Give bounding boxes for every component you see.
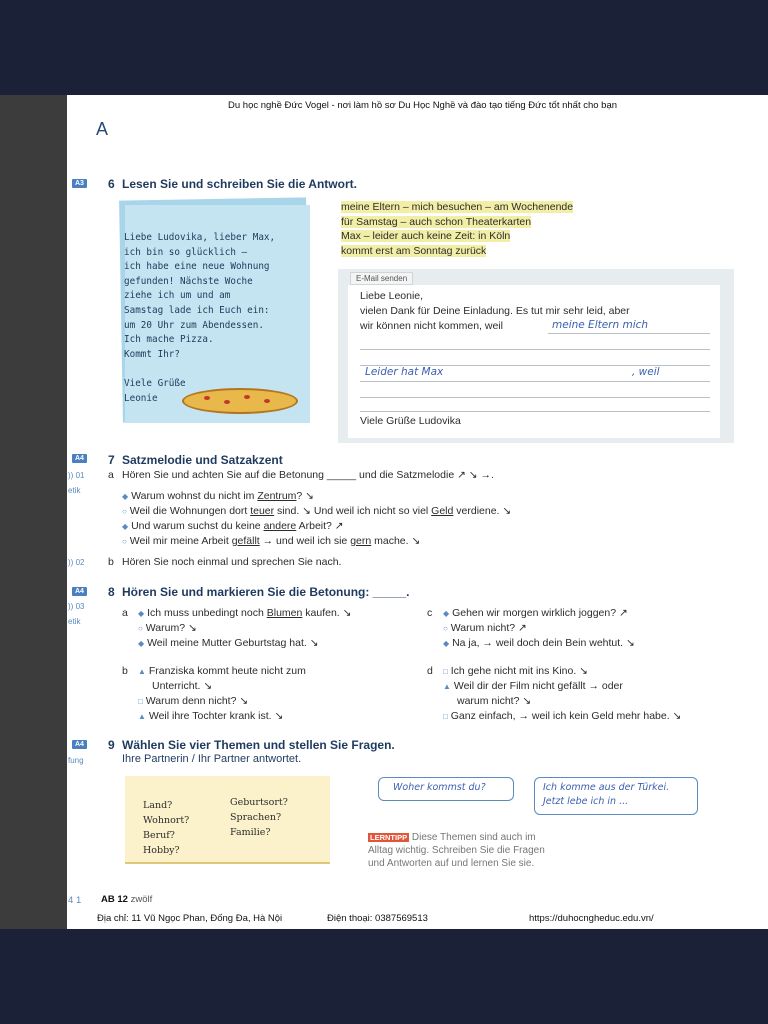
textbook-page bbox=[0, 95, 768, 929]
dialog-line: ○ Warum? ↘ bbox=[138, 622, 197, 634]
ex9-title: Wählen Sie vier Themen und stellen Sie Fragen. bbox=[122, 738, 395, 752]
answer-line bbox=[360, 397, 710, 398]
learning-tip: LERNTIPP Diese Themen sind auch im Alltag wichtig. Schreiben Sie die Fragen und Antworten auf und lernen Sie sie. bbox=[368, 832, 545, 869]
dialog-label: c bbox=[427, 607, 433, 619]
topic-item: Geburtsort? bbox=[230, 797, 288, 808]
dialog-line: warum nicht? ↘ bbox=[457, 695, 532, 707]
dialog-line: ○ Weil die Wohnungen dort teuer sind. ↘ Und weil ich nicht so viel Geld verdiene. ↘ bbox=[122, 505, 512, 517]
workbook-label: AB 12 zwölf bbox=[101, 894, 153, 905]
hint-line: kommt erst am Sonntag zurück bbox=[341, 244, 487, 257]
side-label: etik bbox=[68, 486, 81, 495]
dialog-label: a bbox=[122, 607, 128, 619]
footer-phone: Điện thoại: 0387569513 bbox=[327, 913, 428, 924]
audio-track[interactable]: )) 03 bbox=[68, 602, 85, 611]
audio-track[interactable]: )) 02 bbox=[68, 558, 85, 567]
dialog-line: ◆ Na ja, → weil doch dein Bein wehtut. ↘ bbox=[443, 637, 635, 649]
dialog-line: ▲ Weil dir der Film nicht gefällt → oder bbox=[443, 680, 623, 692]
email-closing: Viele Grüße Ludovika bbox=[360, 415, 461, 427]
answer-line bbox=[548, 333, 710, 334]
ex9-number: 9 bbox=[108, 738, 115, 752]
dialog-line: ▲ Weil ihre Tochter krank ist. ↘ bbox=[138, 710, 284, 722]
dialog-line: □ Ganz einfach, → weil ich kein Geld mehr habe. ↘ bbox=[443, 710, 682, 722]
email-line: vielen Dank für Deine Einladung. Es tut mir sehr leid, aber bbox=[360, 305, 630, 317]
ex6-title: Lesen Sie und schreiben Sie die Antwort. bbox=[122, 177, 357, 191]
ex6-tag: A3 bbox=[72, 179, 87, 188]
dialog-line: □ Warum denn nicht? ↘ bbox=[138, 695, 249, 707]
topic-item: Hobby? bbox=[143, 845, 180, 856]
dialog-line: Unterricht. ↘ bbox=[152, 680, 213, 692]
side-label: etik bbox=[68, 617, 81, 626]
handwritten-answer: meine Eltern mich bbox=[552, 319, 649, 331]
left-margin-bar bbox=[0, 95, 67, 929]
dialog-line: ○ Weil mir meine Arbeit gefällt → und weil ich sie gern mache. ↘ bbox=[122, 535, 421, 547]
audio-track[interactable]: )) 01 bbox=[68, 471, 85, 480]
hint-line: meine Eltern – mich besuchen – am Wochenende bbox=[341, 201, 574, 213]
ex7-b-label: b bbox=[108, 556, 114, 568]
ex8-number: 8 bbox=[108, 585, 115, 599]
email-line: Liebe Leonie, bbox=[360, 290, 424, 302]
dialog-line: ○ Warum nicht? ↗ bbox=[443, 622, 527, 634]
ex8-title: Hören Sie und markieren Sie die Betonung: _____. bbox=[122, 585, 410, 599]
topic-item: Sprachen? bbox=[230, 812, 282, 823]
speech-bubble-answer: Ich komme aus der Türkei. Jetzt lebe ich in ... bbox=[534, 777, 698, 815]
email-send-tab[interactable]: E-Mail senden bbox=[350, 272, 413, 285]
lerntipp-badge: LERNTIPP bbox=[370, 833, 408, 842]
ex7-title: Satzmelodie und Satzakzent bbox=[122, 453, 283, 467]
dialog-line: ◆ Gehen wir morgen wirklich joggen? ↗ bbox=[443, 607, 628, 619]
dialog-line: ◆ Weil meine Mutter Geburtstag hat. ↘ bbox=[138, 637, 319, 649]
ex7-tag: A4 bbox=[72, 454, 87, 463]
side-label: fung bbox=[68, 756, 84, 765]
ex9-tag: A4 bbox=[72, 740, 87, 749]
handwritten-answer: , weil bbox=[632, 366, 660, 378]
note-text: Liebe Ludovika, lieber Max, ich bin so glücklich – ich habe eine neue Wohnung gefunden! Nächste Woche ziehe ich um und am Samstag lade ich Euch ein: um 20 Uhr zum Abendessen. Ich mache Pizza. Kommt Ihr? Viele Grüße Leonie bbox=[124, 232, 276, 404]
footer-address: Địa chỉ: 11 Vũ Ngọc Phan, Đống Đa, Hà Nội bbox=[97, 913, 283, 924]
footer-url[interactable]: https://duhocngheduc.edu.vn/ bbox=[529, 913, 654, 924]
dialog-label: b bbox=[122, 665, 128, 677]
answer-line bbox=[360, 411, 710, 412]
ex7-number: 7 bbox=[108, 453, 115, 467]
dialog-line: □ Ich gehe nicht mit ins Kino. ↘ bbox=[443, 665, 588, 677]
ex9-subtitle: Ihre Partnerin / Ihr Partner antwortet. bbox=[122, 753, 302, 765]
dialog-line: ▲ Franziska kommt heute nicht zum bbox=[138, 665, 306, 677]
handwritten-answer: Leider hat Max bbox=[365, 366, 444, 378]
ex8-tag: A4 bbox=[72, 587, 87, 596]
topic-item: Beruf? bbox=[143, 830, 175, 841]
dialog-line: ◆ Ich muss unbedingt noch Blumen kaufen. ↘ bbox=[138, 607, 352, 619]
topic-item: Wohnort? bbox=[143, 815, 190, 826]
ex7-a-label: a bbox=[108, 469, 114, 481]
answer-line bbox=[360, 349, 710, 350]
page-header: Du học nghề Đức Vogel - nơi làm hồ sơ Du Học Nghề và đào tạo tiếng Đức tốt nhất cho bạn bbox=[228, 100, 618, 111]
hint-line: Max – leider auch keine Zeit: in Köln bbox=[341, 230, 511, 242]
pizza-illustration bbox=[182, 388, 298, 414]
topic-item: Land? bbox=[143, 800, 173, 811]
dialog-line: ◆ Und warum suchst du keine andere Arbeit? ↗ bbox=[122, 520, 344, 532]
hint-block bbox=[341, 200, 573, 258]
ex7-b-instruction: Hören Sie noch einmal und sprechen Sie nach. bbox=[122, 556, 342, 568]
section-letter: A bbox=[96, 119, 109, 139]
ex6-number: 6 bbox=[108, 177, 115, 191]
hint-line: für Samstag – auch schon Theaterkarten bbox=[341, 215, 532, 228]
dialog-line: ◆ Warum wohnst du nicht im Zentrum? ↘ bbox=[122, 490, 314, 502]
topic-item: Familie? bbox=[230, 827, 271, 838]
speech-bubble-question: Woher kommst du? bbox=[378, 777, 514, 801]
ex7-a-instruction: Hören Sie und achten Sie auf die Betonung _____ und die Satzmelodie ↗ ↘ →. bbox=[122, 469, 494, 481]
dialog-label: d bbox=[427, 665, 433, 677]
side-page-marker: 4 1 bbox=[68, 895, 82, 906]
answer-line bbox=[360, 381, 710, 382]
email-line: wir können nicht kommen, weil bbox=[360, 320, 503, 332]
